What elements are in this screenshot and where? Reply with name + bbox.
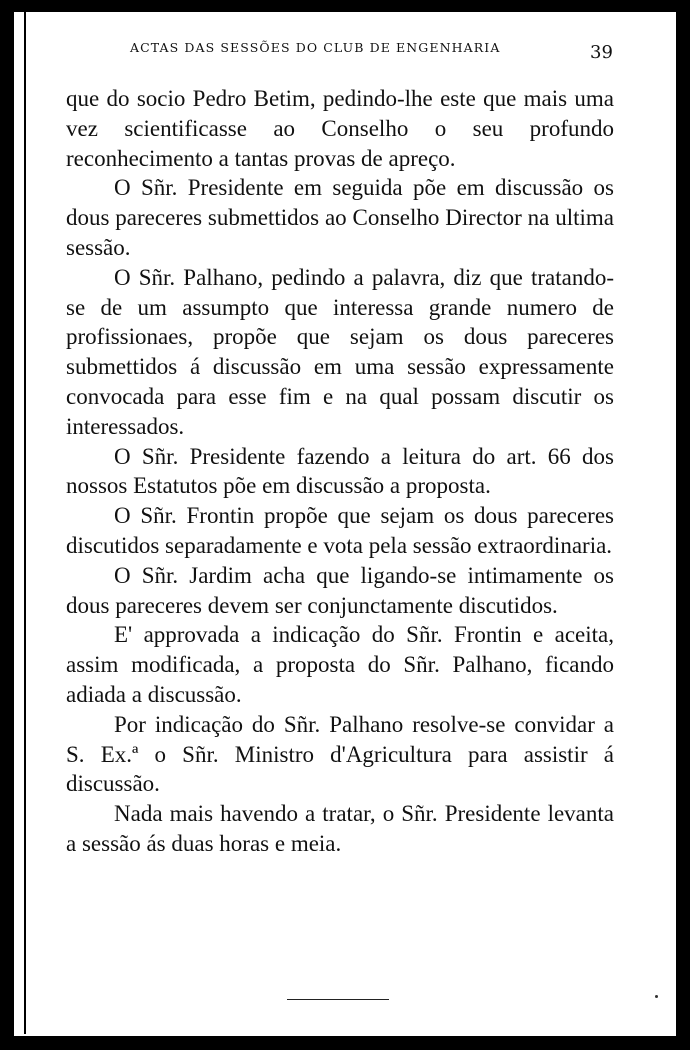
paragraph: E' approvada a indicação do Sñr. Frontin e aceita, assim modificada, a proposta do Sñr. Palhano, ficando adiada a discussão. bbox=[66, 622, 614, 707]
page-number: 39 bbox=[590, 42, 613, 63]
paragraph: Nada mais havendo a tratar, o Sñr. Presidente levanta a sessão ás duas horas e meia. bbox=[66, 801, 614, 856]
paragraph: O Sñr. Frontin propõe que sejam os dous pareceres discutidos separadamente e vota pela sessão extraordinaria. bbox=[66, 503, 614, 558]
paragraph: Por indicação do Sñr. Palhano resolve-se convidar a S. Ex.ª o Sñr. Ministro d'Agricultura para assistir á discussão. bbox=[66, 711, 614, 797]
running-header: ACTAS DAS SESSÕES DO CLUB DE ENGENHARIA bbox=[130, 40, 501, 55]
paragraph: que do socio Pedro Betim, pedindo-lhe este que mais uma vez scientificasse ao Conselho o seu profundo reconhecimento a tantas provas de apreço. bbox=[66, 86, 614, 171]
paragraph: O Sñr. Jardim acha que ligando-se intimamente os dous pareceres devem ser conjunctamente discutidos. bbox=[66, 562, 614, 618]
print-speck bbox=[655, 995, 658, 998]
paragraph: O Sñr. Palhano, pedindo a palavra, diz que tratando-se de um assumpto que interessa grande numero de profissionaes, propõe que sejam os dous pareceres submettidos á discussão em uma sessão expressamente convocada para esse fim e na qual possam discutir os interessados. bbox=[66, 264, 614, 439]
paragraph: O Sñr. Presidente em seguida põe em discussão os dous pareceres submettidos ao Conselho Director na ultima sessão. bbox=[66, 175, 614, 260]
section-end-rule bbox=[287, 999, 389, 1000]
body-text bbox=[66, 84, 614, 859]
paragraph: O Sñr. Presidente fazendo a leitura do art. 66 dos nossos Estatutos põe em discussão a proposta. bbox=[66, 443, 614, 499]
left-margin-rule bbox=[24, 12, 26, 1034]
